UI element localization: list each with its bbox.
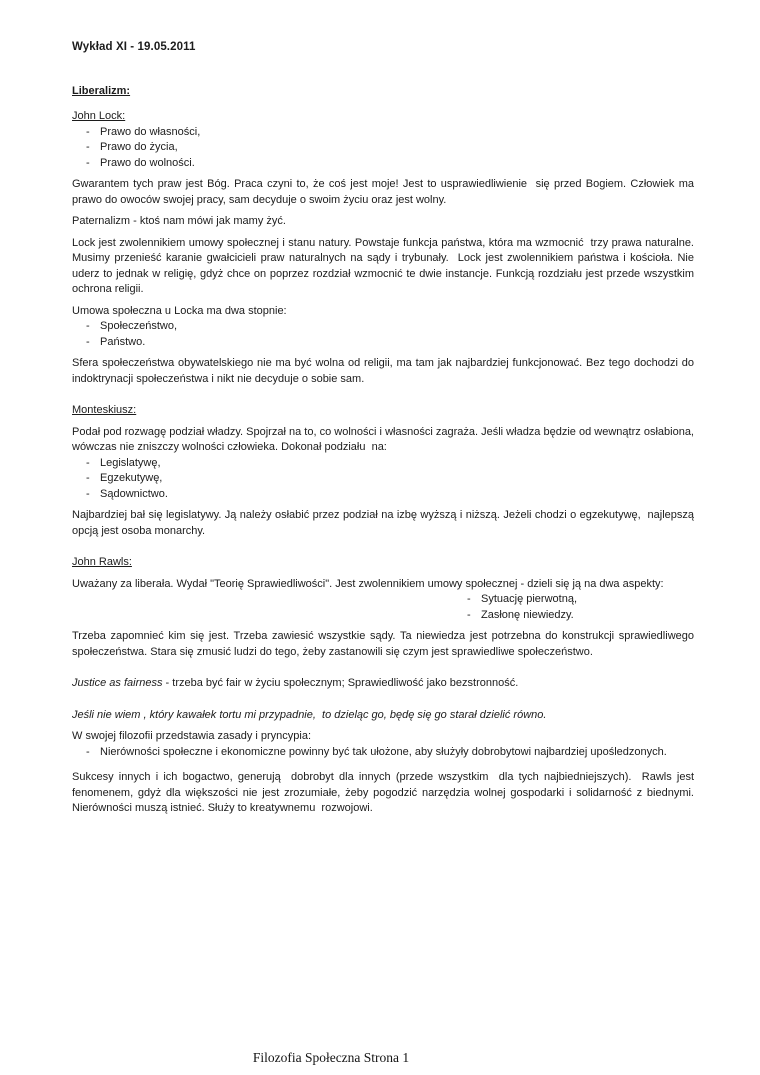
dash-bullet-icon: -: [86, 320, 90, 332]
lock-rights-list: [72, 125, 694, 172]
list-item-text: Nierówności społeczne i ekonomiczne powinny być tak ułożone, aby służyły dobrobytowi najbardziej upośledzonych.: [100, 745, 667, 758]
lecture-title: Wykład XI - 19.05.2011: [72, 41, 196, 53]
list-item: [72, 456, 694, 472]
dash-bullet-icon: -: [86, 456, 90, 469]
paragraph-inequalities: Sukcesy innych i ich bogactwo, generują dobrobyt dla innych (przede wszystkim dla tych najbiedniejszych). Rawls jest fenomenem, gdyż dla większości nie jest zrozumiałe, żeby pogodzić narzędzia wolnej gospodarki i solidarność z biednymi. Nierówności muszą istnieć. Służy to kreatywnemu rozwojowi.: [72, 771, 701, 814]
section-heading-liberalizm: Liberalizm:: [72, 84, 131, 97]
paragraph-justice-as-fairness: [72, 676, 694, 692]
paragraph-principles-intro: W swojej filozofii przedstawia zasady i pryncypia:: [72, 730, 312, 742]
list-item-text: Egzekutywę,: [100, 472, 163, 484]
paragraph-paternalism: Paternalizm - ktoś nam mówi jak mamy żyć.: [72, 215, 286, 227]
document-content: [72, 40, 701, 817]
dash-bullet-icon: -: [86, 156, 90, 169]
list-item: [72, 140, 694, 156]
list-item-text: Sytuację pierwotną,: [481, 593, 577, 605]
section-heading-john-lock: John Lock:: [72, 110, 126, 122]
list-item-text: Państwo.: [100, 335, 146, 348]
paragraph-division-of-power: Podał pod rozwagę podział władzy. Spojrzał na to, co wolności i własności zagraża. Jeśli władza będzie od wewnątrz osłabiona, wówczas nie zniszczy wolności człowieka. Dokonał podziału na:: [72, 425, 698, 453]
list-item-text: Prawo do życia,: [100, 141, 178, 153]
paragraph-veil-of-ignorance: Trzeba zapomnieć kim się jest. Trzeba zawiesić wszystkie sądy. Ta niewiedza jest potrzebna do konstrukcji sprawiedliwego społeczeństwa. Stara się zmusić ludzi do tego, żeby zastanowili się czym jest sprawiedliwe społeczeństwo.: [72, 630, 698, 658]
dash-bullet-icon: -: [86, 141, 90, 153]
list-item: [72, 335, 694, 351]
paragraph-civil-society: Sfera społeczeństwa obywatelskiego nie ma być wolna od religii, ma tam jak najbardziej funkcjonować. Bez tego dochodzi do indoktrynacji społeczeństwa i nikt nie decyduje o sobie sam.: [72, 357, 698, 385]
list-item: [72, 745, 694, 761]
list-item: [72, 592, 694, 608]
list-item: [72, 608, 694, 624]
list-item: [72, 487, 694, 503]
section-heading-monteskiusz: Monteskiusz:: [72, 404, 137, 416]
paragraph-cake-quote: Jeśli nie wiem , który kawałek tortu mi przypadnie, to dzieląc go, będę się go starał dzielić równo.: [72, 708, 547, 721]
list-item: [72, 156, 694, 172]
dash-bullet-icon: -: [467, 608, 471, 621]
list-item-text: Zasłonę niewiedzy.: [481, 608, 574, 621]
principles-list: [72, 745, 694, 761]
list-item: [72, 319, 694, 335]
section-heading-john-rawls: John Rawls:: [72, 556, 132, 568]
list-item-text: Społeczeństwo,: [100, 320, 178, 332]
paragraph-lock-social-contract: Lock jest zwolennikiem umowy społecznej i stanu natury. Powstaje funkcja państwa, która ma wzmocnić trzy prawa naturalne. Musimy przenieść karanie gwałcicieli praw naturalnych na sądy i trybunały. Lock jest zwolennikiem państwa i kościoła. Nie uderz to jednak w religię, gdyż chce on poprzez rozdział wzmocnić te dwie instancje. Funkcją rozdziału jest przede wszystkim ochrona religii.: [72, 236, 698, 295]
dash-bullet-icon: -: [86, 125, 90, 138]
rawls-aspects-list: [72, 592, 694, 623]
list-item-text: Prawo do własności,: [100, 125, 201, 138]
dash-bullet-icon: -: [86, 487, 90, 500]
paragraph-two-stages-intro: Umowa społeczna u Locka ma dwa stopnie:: [72, 304, 287, 317]
dash-bullet-icon: -: [467, 593, 471, 605]
paragraph-rawls-intro: Uważany za liberała. Wydał "Teorię Sprawiedliwości". Jest zwolennikiem umowy społecznej - dzieli się ją na dwa aspekty:: [72, 577, 664, 590]
lock-stages-list: [72, 319, 694, 350]
list-item: [72, 125, 694, 141]
dash-bullet-icon: -: [86, 745, 90, 758]
list-item-text: Sądownictwo.: [100, 487, 168, 500]
dash-bullet-icon: -: [86, 335, 90, 348]
dash-bullet-icon: -: [86, 472, 90, 484]
paragraph-text: - trzeba być fair w życiu społecznym; Sprawiedliwość jako bezstronność.: [162, 677, 519, 689]
paragraph-legislature-fear: Najbardziej bał się legislatywy. Ją należy osłabić przez podział na izbę wyższą i niższą. Jeżeli chodzi o egzekutywę, najlepszą opcją jest osoba monarchy.: [72, 509, 698, 537]
powers-list: [72, 456, 694, 503]
list-item-text: Legislatywę,: [100, 456, 161, 469]
paragraph-god-guarantee: Gwarantem tych praw jest Bóg. Praca czyni to, że coś jest moje! Jest to usprawiedliwienie się przed Bogiem. Człowiek ma prawo do owoców swojej pracy, sam decyduje o swoim życiu oraz jest wolny.: [72, 178, 698, 206]
page-footer: Filozofia Społeczna Strona 1: [252, 1050, 410, 1065]
list-item-text: Prawo do wolności.: [100, 156, 195, 169]
list-item: [72, 471, 694, 487]
italic-lead-text: Justice as fairness: [72, 677, 163, 689]
